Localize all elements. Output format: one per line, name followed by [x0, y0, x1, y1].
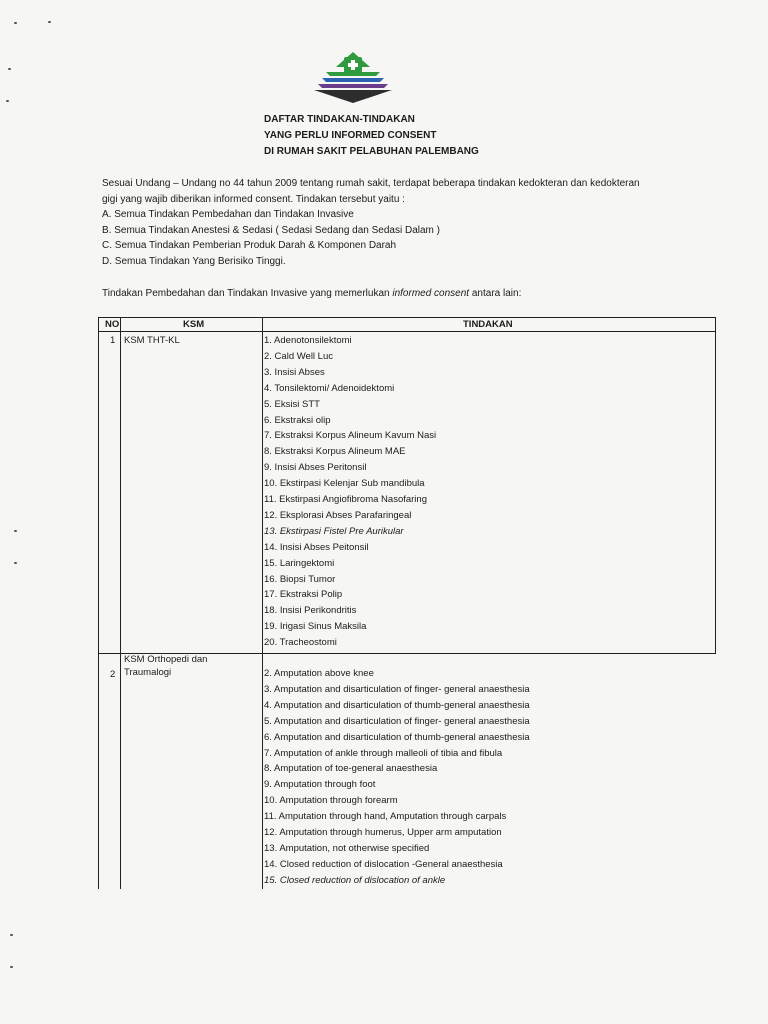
procedure-item: 2. Cald Well Luc: [264, 350, 333, 362]
procedure-item: 15. Laringektomi: [264, 557, 335, 569]
procedure-item: 16. Biopsi Tumor: [264, 573, 336, 585]
scan-speck: [14, 562, 17, 564]
procedure-item: 18. Insisi Perikondritis: [264, 605, 357, 617]
lead-text-before: Tindakan Pembedahan dan Tindakan Invasive yang memerlukan: [102, 288, 393, 299]
intro-line: C. Semua Tindakan Pemberian Produk Darah & Komponen Darah: [102, 240, 397, 251]
scan-speck: [6, 100, 9, 102]
group-1-no: 1: [110, 335, 116, 346]
procedure-item: 12. Eksplorasi Abses Parafaringeal: [264, 509, 412, 521]
procedure-item: 8. Amputation of toe-general anaesthesia: [264, 763, 438, 775]
procedure-item: 2. Amputation above knee: [264, 668, 374, 679]
procedure-item: 15. Closed reduction of dislocation of ankle: [264, 874, 446, 886]
procedure-item: 13. Ekstirpasi Fistel Pre Aurikular: [264, 525, 404, 537]
group-2-ksm-line-1: KSM Orthopedi dan: [124, 654, 208, 665]
lead-text-italic: informed consent: [392, 288, 470, 299]
column-divider-ksm: [262, 332, 263, 889]
group-2-ksm-line-2: Traumalogi: [124, 667, 172, 678]
group-2-no: 2: [110, 669, 116, 680]
intro-line: Sesuai Undang – Undang no 44 tahun 2009 tentang rumah sakit, terdapat beberapa tindakan kedokteran dan kedokteran: [102, 178, 640, 189]
scan-speck: [48, 21, 51, 23]
procedure-item: 5. Amputation and disarticulation of finger- general anaesthesia: [264, 715, 530, 727]
procedure-item: 11. Amputation through hand, Amputation through carpals: [264, 811, 507, 823]
procedure-item: 19. Irigasi Sinus Maksila: [264, 621, 367, 633]
intro-line: B. Semua Tindakan Anestesi & Sedasi ( Sedasi Sedang dan Sedasi Dalam ): [102, 224, 440, 236]
procedure-item: 14. Insisi Abses Peitonsil: [264, 541, 369, 553]
procedure-item: 6. Ekstraksi olip: [264, 414, 331, 426]
group-1-ksm: KSM THT-KL: [124, 335, 180, 346]
intro-paragraph: [102, 176, 722, 269]
table-right-border: [715, 332, 716, 654]
table-lead-text: [102, 288, 521, 299]
header-divider: [262, 317, 263, 332]
header-tindakan: TINDAKAN: [463, 319, 513, 330]
procedure-item: 14. Closed reduction of dislocation -General anaesthesia: [264, 858, 503, 870]
procedure-item: 7. Ekstraksi Korpus Alineum Kavum Nasi: [264, 430, 437, 442]
title-line-2: YANG PERLU INFORMED CONSENT: [264, 130, 437, 141]
procedure-item: 1. Adenotonsilektomi: [264, 335, 352, 346]
procedure-item: 6. Amputation and disarticulation of thumb-general anaesthesia: [264, 731, 530, 743]
procedure-item: 8. Ekstraksi Korpus Alineum MAE: [264, 446, 406, 458]
procedure-item: 10. Ekstirpasi Kelenjar Sub mandibula: [264, 478, 425, 490]
scan-speck: [10, 966, 13, 968]
document-title: [264, 112, 479, 160]
procedure-item: 3. Insisi Abses: [264, 366, 325, 378]
hospital-logo-icon: [310, 50, 396, 104]
procedure-item: 7. Amputation of ankle through malleoli of tibia and fibula: [264, 747, 503, 759]
procedure-item: 17. Ekstraksi Polip: [264, 589, 343, 601]
intro-line: D. Semua Tindakan Yang Berisiko Tinggi.: [102, 255, 286, 267]
procedure-item: 10. Amputation through forearm: [264, 795, 398, 807]
procedure-item: 20. Tracheostomi: [264, 637, 337, 649]
procedure-item: 9. Insisi Abses Peritonsil: [264, 462, 367, 474]
header-divider: [120, 317, 121, 332]
scan-speck: [14, 22, 17, 24]
header-no: NO: [105, 319, 120, 330]
intro-line: gigi yang wajib diberikan informed consent. Tindakan tersebut yaitu :: [102, 193, 405, 205]
column-divider-no: [120, 332, 121, 889]
scan-speck: [8, 68, 11, 70]
title-line-3: DI RUMAH SAKIT PELABUHAN PALEMBANG: [264, 146, 479, 157]
procedure-item: 5. Eksisi STT: [264, 398, 320, 410]
intro-line: A. Semua Tindakan Pembedahan dan Tindakan Invasive: [102, 209, 354, 220]
procedure-item: 9. Amputation through foot: [264, 779, 376, 791]
procedure-item: 13. Amputation, not otherwise specified: [264, 842, 430, 854]
procedure-item: 3. Amputation and disarticulation of finger- general anaesthesia: [264, 683, 530, 695]
procedure-item: 11. Ekstirpasi Angiofibroma Nasofaring: [264, 494, 427, 505]
procedure-item: 4. Amputation and disarticulation of thumb-general anaesthesia: [264, 699, 530, 711]
procedure-item: 12. Amputation through humerus, Upper arm amputation: [264, 827, 502, 838]
title-line-1: DAFTAR TINDAKAN-TINDAKAN: [264, 114, 415, 125]
scan-speck: [10, 934, 13, 936]
procedure-item: 4. Tonsilektomi/ Adenoidektomi: [264, 382, 395, 394]
table-left-border: [98, 332, 99, 889]
scan-speck: [14, 530, 17, 532]
header-ksm: KSM: [183, 319, 205, 330]
lead-text-after: antara lain:: [469, 288, 522, 299]
table-header-row: [98, 317, 716, 332]
